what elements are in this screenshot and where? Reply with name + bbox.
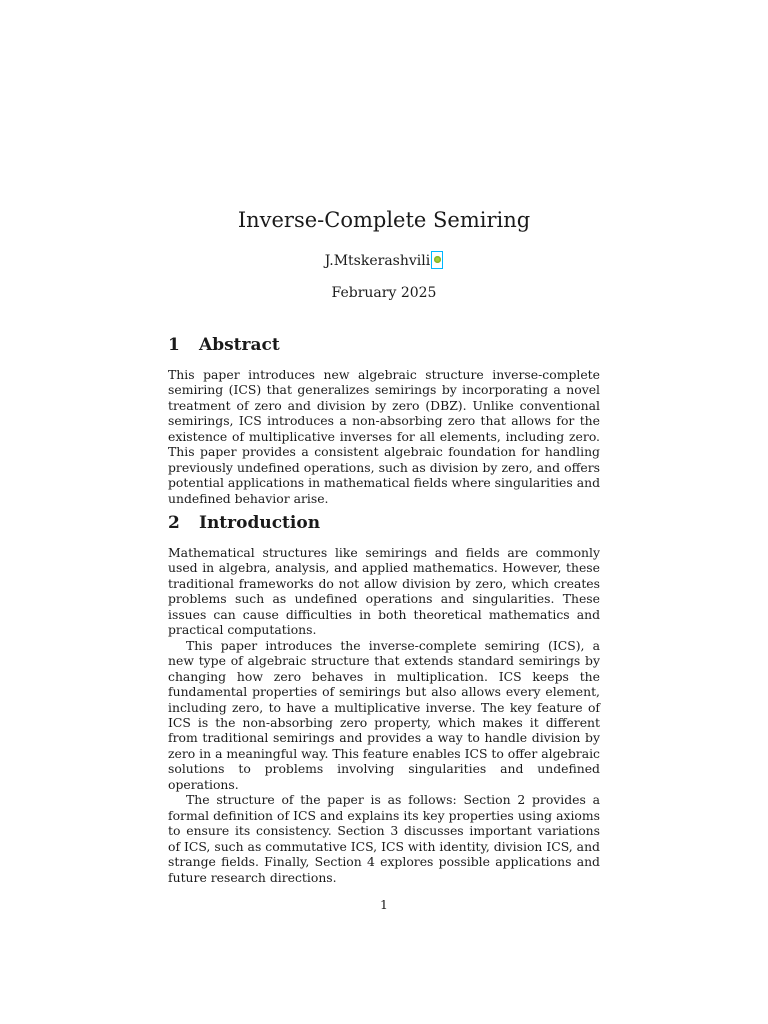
orcid-icon[interactable] — [431, 251, 443, 269]
introduction-body — [168, 545, 600, 885]
section-number: 2 — [168, 513, 180, 533]
section-heading-introduction — [168, 512, 320, 534]
section-number: 1 — [168, 335, 180, 355]
abstract-body — [168, 367, 600, 506]
author-line — [0, 251, 768, 271]
page-number: 1 — [380, 897, 388, 912]
paragraph: Mathematical structures like semirings and fields are commonly used in algebra, analysis, and applied mathematics. However, these traditional frameworks do not allow division by zero, which creates problems such as undefined operations and singularities. These issues can cause difficulties in both theoretical mathematics and practical computations. — [168, 545, 600, 638]
paper-date: February 2025 — [331, 285, 437, 301]
paragraph: This paper introduces new algebraic structure inverse-complete semiring (ICS) that generalizes semirings by incorporating a novel treatment of zero and division by zero (DBZ). Unlike conventional semirings, ICS introduces a non-absorbing zero that allows for the existence of multiplicative inverses for all elements, including zero. This paper provides a consistent algebraic foundation for handling previously undefined operations, such as division by zero, and offers potential applications in mathematical fields where singularities and undefined behavior arise. — [168, 367, 600, 506]
paper-title: Inverse-Complete Semiring — [237, 208, 531, 232]
section-title: Introduction — [199, 513, 321, 533]
section-title: Abstract — [199, 335, 280, 355]
author-name: J.Mtskerashvili — [324, 253, 431, 269]
paragraph: This paper introduces the inverse-complete semiring (ICS), a new type of algebraic structure that extends standard semirings by changing how zero behaves in multiplication. ICS keeps the fundamental properties of semirings but also allows every element, including zero, to have a multiplicative inverse. The key feature of ICS is the non-absorbing zero property, which makes it different from traditional semirings and provides a way to handle division by zero in a meaningful way. This feature enables ICS to offer algebraic solutions to problems involving singularities and undefined operations. — [168, 637, 600, 792]
paragraph: The structure of the paper is as follows: Section 2 provides a formal definition of ICS and explains its key properties using axioms to ensure its consistency. Section 3 discusses important variations of ICS, such as commutative ICS, ICS with identity, division ICS, and strange fields. Finally, Section 4 explores possible applications and future research directions. — [168, 792, 600, 885]
section-heading-abstract — [168, 334, 280, 356]
